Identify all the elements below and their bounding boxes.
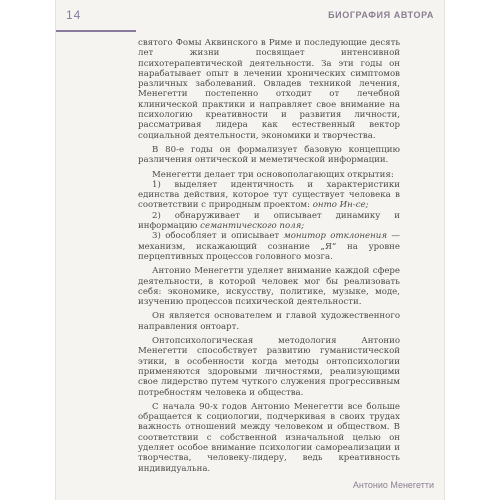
page-number: 14 — [66, 8, 82, 22]
paragraph-1: святого Фомы Аквинского в Риме и последующие десять лет жизни посвящает интенсивной психотерапевтической деятельности. За эти годы он нарабатывает опыт в лечении хронических симптомов различных заболеваний. Овладев техникой лечения, Менегетти постепенно отходит от лечебной клинической практики и направляет свое внимание на психологию креативности и развития личности, рассматривая лидера как естественный вектор социальной деятельности, экономики и творчества. — [138, 38, 400, 141]
paragraph-2: В 80-е годы он формализует базовую концепцию различения онтической и меметической информации. — [138, 144, 400, 166]
paragraph-5: Он является основателем и главой художественного направления онтоарт. — [138, 311, 400, 332]
paragraph-7: С начала 90-х годов Антонио Менегетти все больше обращается к социологии, подчеркивая в своих трудах важность отношений между человеком и обществом. В соответствии с собственной изначальной целью он уделяет особое внимание психологии самореализации и творчества, человеку-лидеру, ведь креативность индивидуальна. — [138, 401, 400, 474]
discovery-item-3-italic: монитор отклонения — [283, 231, 388, 242]
paragraph-4: Антонио Менегетти уделяет внимание каждой сфере деятельности, в которой человек мог бы реализовать себя: экономике, искусству, политике, музыке, моде, изучению процессов психической деятельности. — [138, 266, 400, 308]
discovery-item-1-text: 1) выделяет идентичность и характеристики единства действия, которое тут существует человека в соответствии с природным проектом: — [138, 179, 400, 211]
discovery-item-2-italic: семантического поля; — [200, 221, 305, 232]
discovery-item-3 — [138, 231, 400, 262]
running-head: БИОГРАФИЯ АВТОРА — [328, 10, 434, 20]
discovery-item-1 — [138, 180, 400, 211]
discovery-item-2 — [138, 211, 400, 232]
discovery-item-1-italic: онто Ин-се; — [312, 200, 369, 211]
page-body — [138, 38, 400, 474]
discovery-item-2-text: 2) обнаруживает и описывает динамику и информацию — [138, 210, 400, 232]
page-number-underline — [56, 30, 136, 32]
discovery-item-3-text-start: 3) обособляет и описывает — [152, 231, 280, 242]
paragraph-3: Менегетти делает три основополагающих открытия: — [152, 169, 394, 180]
footer-author: Антонио Менегетти — [352, 480, 434, 490]
discovery-item-3-text-end: — механизм, искажающий сознание „Я“ на уровне перцептивных процессов головного мозга. — [138, 231, 400, 262]
paragraph-6: Онтопсихологическая методология Антонио Менегетти способствует развитию гуманистической этики, в особенности когда методы онтопсихологии применяются здоровыми личностями, реализующими свое лидерство путем чуткого служения прогрессивным потребностям человека и общества. — [138, 336, 400, 398]
